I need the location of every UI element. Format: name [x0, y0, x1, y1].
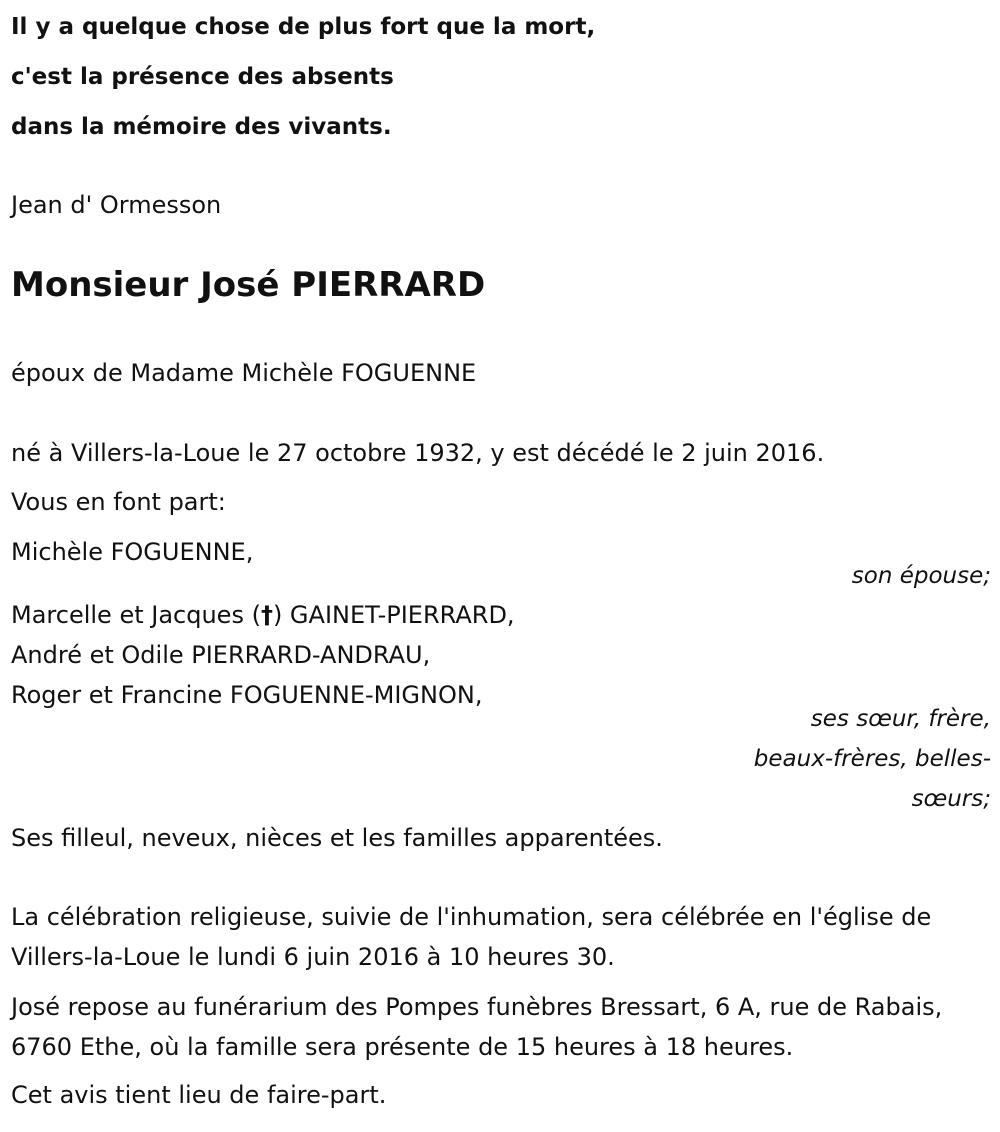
sibling-line-3: Roger et Francine FOGUENNE-MIGNON,	[11, 681, 483, 709]
obituary-notice	[11, 0, 991, 1109]
closing-text: Cet avis tient lieu de faire-part.	[11, 1081, 387, 1109]
sibling-line-1	[11, 598, 515, 632]
sibling-line-2: André et Odile PIERRARD-ANDRAU,	[11, 641, 431, 669]
ceremony-text: La célébration religieuse, suivie de l'inhumation, sera célébrée en l'église de Villers-la-Loue le lundi 6 juin 2016 à 10 heures 30.	[11, 903, 932, 971]
birth-death-line: né à Villers-la-Loue le 27 octobre 1932, y est décédé le 2 juin 2016.	[11, 439, 825, 467]
cross-icon: †	[260, 601, 273, 629]
spouse-line: époux de Madame Michèle FOGUENNE	[11, 359, 477, 387]
siblings-relation-1: ses sœur, frère,	[810, 706, 991, 732]
announcement-intro: Vous en font part:	[11, 488, 226, 516]
sibling-1-after: ) GAINET-PIERRARD,	[272, 601, 515, 629]
other-relatives: Ses filleul, neveux, nièces et les familles apparentées.	[11, 824, 663, 852]
siblings-relation-3: sœurs;	[911, 786, 991, 812]
quote-author: Jean d' Ormesson	[11, 191, 222, 219]
siblings-relation-2: beaux-frères, belles-	[753, 746, 991, 772]
deceased-name: Monsieur José PIERRARD	[11, 265, 486, 305]
spouse-relation: son épouse;	[851, 563, 991, 589]
quote-line-1: Il y a quelque chose de plus fort que la mort,	[11, 14, 596, 40]
quote-line-2: c'est la présence des absents	[11, 64, 394, 90]
spouse-name: Michèle FOGUENNE,	[11, 538, 254, 566]
epigraph-quote	[11, 0, 991, 152]
visitation-text: José repose au funérarium des Pompes funèbres Bressart, 6 A, rue de Rabais, 6760 Ethe, où la famille sera présente de 15 heures à 18 heures.	[11, 993, 943, 1061]
sibling-1-before: Marcelle et Jacques (	[11, 601, 261, 629]
quote-line-3: dans la mémoire des vivants.	[11, 114, 392, 140]
